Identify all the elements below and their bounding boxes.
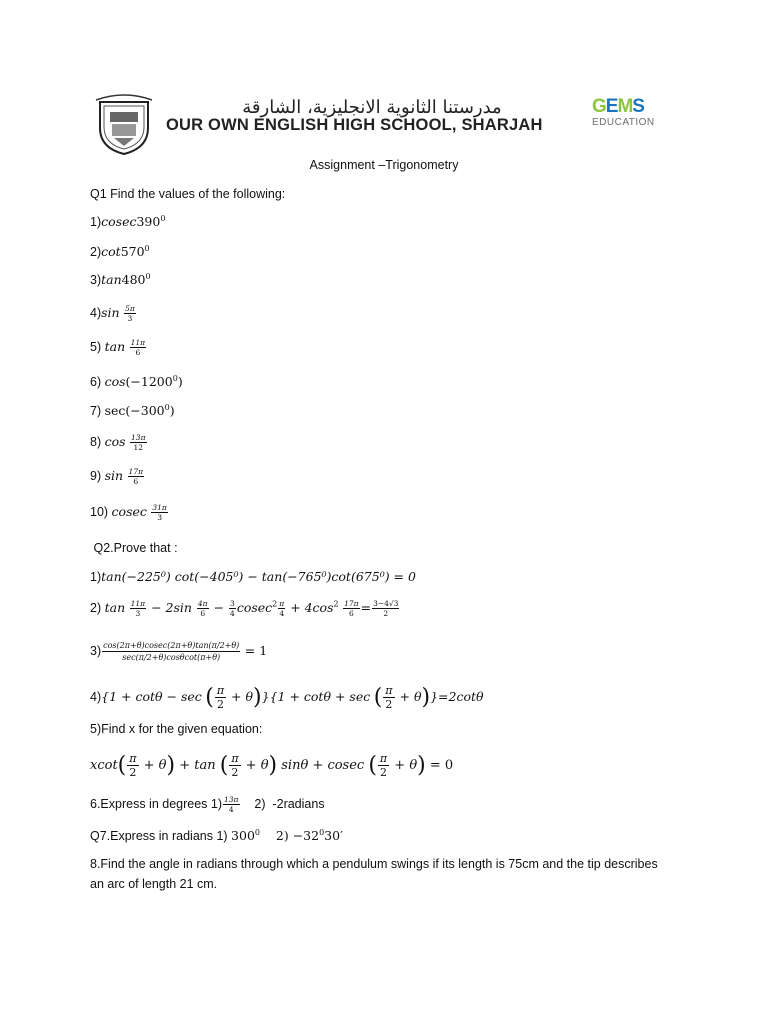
page-title: Assignment –Trigonometry xyxy=(309,158,459,172)
q2-proof-2: 2) tan $\frac{11\pi}{3}$ − 2sin $\frac{4\pi}{6}$ − $\frac{3}{4}$ cosec$^2$ $\frac{\pi}{4}$ + $4\cos^2$ $\frac{17\pi}{6}$ = $\frac{3-4√3}{2}$ xyxy=(90,599,399,618)
q1-heading: Q1 Find the values of the following: xyxy=(90,187,286,201)
q1-item-10: 10) cosec $\frac{31\pi}{3}$ xyxy=(90,503,167,522)
q1-item-4: 4)sin $\frac{5\pi}{3}$ xyxy=(90,304,135,323)
q1-item-5: 5) tan $\frac{11\pi}{6}$ xyxy=(90,338,146,357)
q2-5-equation: xcot( $\frac{\pi}{2}$ + θ) + tan ( $\frac{\pi}{2}$ + θ) sinθ + cosec ( $\frac{\pi}{2}$ + θ) = 0 xyxy=(90,752,454,779)
q1-item-3: $3)\tan 480^0$ xyxy=(90,272,151,288)
q1-item-1: $1)cosec390^0$ xyxy=(90,214,166,230)
q2-5-heading: 5)Find x for the given equation: xyxy=(90,722,263,736)
school-name-arabic: مدرستنا الثانوية الانجليزية، الشارقة xyxy=(242,97,502,118)
q1-item-2: $2)\cot 570^0$ xyxy=(90,244,150,260)
q2-heading: Q2.Prove that : xyxy=(90,541,178,555)
gems-logo-mark: GEMS xyxy=(592,96,644,117)
school-crest xyxy=(90,94,158,156)
q6: 6.Express in degrees 1) $\frac{13\pi}{4}$ 2) -2radians xyxy=(90,795,325,814)
school-name: OUR OWN ENGLISH HIGH SCHOOL, SHARJAH xyxy=(166,116,543,134)
q1-item-8: 8) cos $\frac{13\pi}{12}$ xyxy=(90,433,146,452)
q8-line-2: an arc of length 21 cm. xyxy=(90,877,218,891)
q2-proof-3: 3) $\frac{\cos(2\pi+\theta)cosec(2\pi+\theta)\tan(\pi/2+\theta)}{\sec(\pi/2+\theta)\cos\theta\cot(\pi+\theta)}$ = 1 xyxy=(90,641,268,662)
q1-item-7: 7) $\sec(-300^0)$ xyxy=(90,403,175,419)
q7: Q7.Express in radians 1) $300^0$ $2) -32^030'$ xyxy=(90,828,343,844)
gems-logo-sub: EDUCATION xyxy=(592,117,655,128)
q1-item-6: 6) $\cos(-1200^0)$ xyxy=(90,374,183,390)
q2-proof-4: 4){1 + cotθ − sec ( $\frac{\pi}{2}$ + θ)}{1 + cotθ + sec ( $\frac{\pi}{2}$ + θ)}=2cotθ xyxy=(90,684,484,711)
q2-proof-1: 1)tan(−225⁰) cot(−405⁰) − tan(−765⁰)cot(675⁰) = 0 xyxy=(90,569,416,584)
q1-item-9: 9) sin $\frac{17\pi}{6}$ xyxy=(90,467,144,486)
q8-line-1: 8.Find the angle in radians through which a pendulum swings if its length is 75cm and the tip describes xyxy=(90,857,658,871)
gems-logo xyxy=(592,97,668,131)
